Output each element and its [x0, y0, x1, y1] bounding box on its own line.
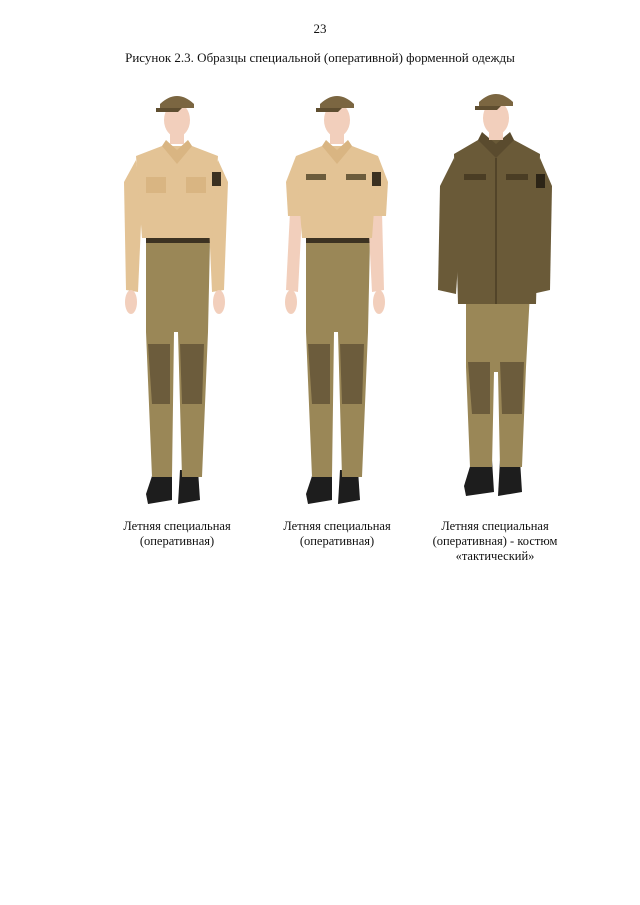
caption-line: Летняя специальная — [441, 519, 549, 533]
uniform-illustration-long-sleeve — [102, 82, 252, 512]
uniform-illustration-short-sleeve — [262, 82, 412, 512]
caption-line: (оперативная) — [139, 534, 215, 548]
caption-line: Летняя специальная — [283, 519, 391, 533]
caption-tactical-jacket — [405, 519, 585, 564]
caption-line: Летняя специальная — [123, 519, 231, 533]
uniform-figure-short-sleeve — [262, 82, 412, 512]
caption-short-sleeve — [247, 519, 427, 549]
uniform-figure-tactical-jacket — [418, 82, 568, 512]
caption-line: «тактический» — [455, 549, 535, 563]
uniform-figure-long-sleeve — [102, 82, 252, 512]
uniform-illustration-tactical-jacket — [418, 82, 568, 512]
caption-line: (оперативная) - костюм — [432, 534, 558, 548]
page-number: 23 — [313, 21, 327, 36]
figure-title: Рисунок 2.3. Образцы специальной (оперативной) форменной одежды — [125, 50, 515, 65]
caption-line: (оперативная) — [299, 534, 375, 548]
caption-long-sleeve — [87, 519, 267, 549]
